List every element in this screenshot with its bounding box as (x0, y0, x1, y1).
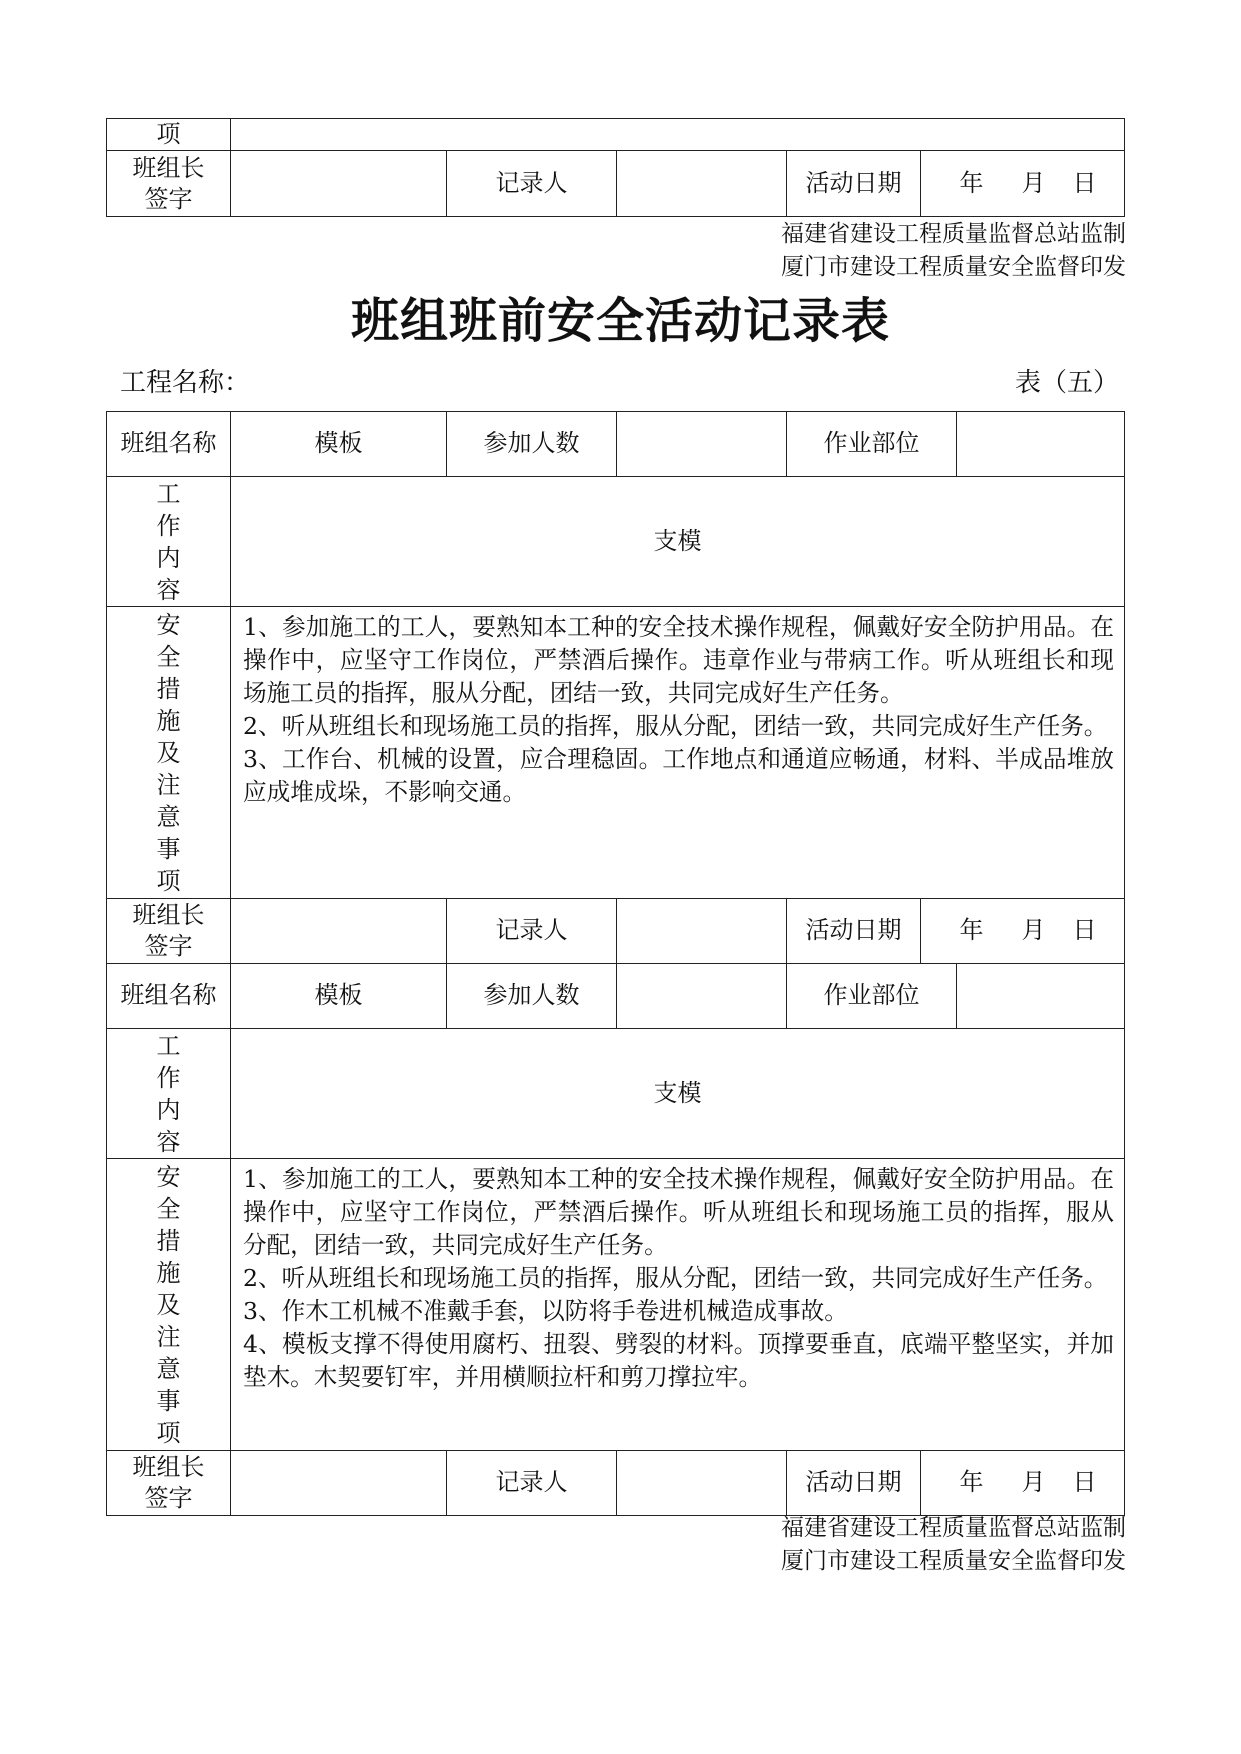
activity-date-field[interactable]: 年 月 日 (921, 1451, 1125, 1516)
safety-notes-block[interactable] (231, 1159, 1125, 1451)
project-name-label: 工程名称： (120, 368, 251, 398)
leader-sign-field[interactable] (231, 1451, 447, 1516)
participants-field[interactable] (617, 412, 787, 477)
footer-issuer-line: 厦门市建设工程质量安全监督印发 (781, 254, 1126, 280)
team-name-label: 班组名称 (107, 412, 231, 477)
work-location-field[interactable] (957, 964, 1125, 1029)
footer-issuer-line: 厦门市建设工程质量安全监督印发 (781, 1548, 1126, 1574)
safety-note: 2、听从班组长和现场施工员的指挥，服从分配，团结一致，共同完成好生产任务。 (243, 1264, 1108, 1292)
team-name-value[interactable]: 模板 (231, 964, 447, 1029)
participants-field[interactable] (617, 964, 787, 1029)
prev-record-table (106, 118, 1125, 217)
safety-note: 3、工作台、机械的设置，应合理稳固。工作地点和通道应畅通，材料、半成品堆放应成堆成垛，不影响交通。 (243, 745, 1114, 806)
footer-bottom (781, 1512, 1126, 1578)
activity-date-field[interactable]: 年 月 日 (921, 899, 1125, 964)
footer-top (781, 218, 1126, 284)
recorder-field[interactable] (617, 151, 787, 217)
activity-record-table (106, 411, 1125, 1516)
safety-measures-label: 安 全 措 施 及 注 意 事 项 (107, 1159, 231, 1451)
safety-note: 2、听从班组长和现场施工员的指挥，服从分配，团结一致，共同完成好生产任务。 (243, 712, 1108, 740)
safety-note: 3、作木工机械不准戴手套，以防将手卷进机械造成事故。 (243, 1297, 848, 1325)
recorder-field[interactable] (617, 899, 787, 964)
leader-sign-label: 班组长 签字 (107, 899, 231, 964)
work-location-label: 作业部位 (787, 412, 957, 477)
activity-date-field[interactable]: 年 月 日 (921, 151, 1125, 217)
page-title: 班组班前安全活动记录表 (350, 293, 890, 349)
safety-note: 1、参加施工的工人，要熟知本工种的安全技术操作规程，佩戴好安全防护用品。在操作中，应坚守工作岗位，严禁酒后操作。违章作业与带病工作。听从班组长和现场施工员的指挥，服从分配，团结一致，共同完成好生产任务。 (243, 613, 1114, 707)
safety-note: 1、参加施工的工人，要熟知本工种的安全技术操作规程，佩戴好安全防护用品。在操作中，应坚守工作岗位，严禁酒后操作。听从班组长和现场施工员的指挥，服从分配，团结一致，共同完成好生产任务。 (243, 1165, 1114, 1259)
work-location-label: 作业部位 (787, 964, 957, 1029)
safety-note: 4、模板支撑不得使用腐朽、扭裂、劈裂的材料。顶撑要垂直，底端平整坚实，并加垫木。木契要钉牢，并用横顺拉杆和剪刀撑拉牢。 (243, 1330, 1114, 1391)
leader-sign-label: 班组长 签字 (107, 151, 231, 217)
team-name-value[interactable]: 模板 (231, 412, 447, 477)
work-content-value[interactable]: 支模 (231, 477, 1125, 607)
work-content-value[interactable]: 支模 (231, 1029, 1125, 1159)
footer-supervisor-line: 福建省建设工程质量监督总站监制 (781, 221, 1126, 247)
activity-date-label: 活动日期 (787, 1451, 921, 1516)
leader-sign-label: 班组长 签字 (107, 1451, 231, 1516)
work-location-field[interactable] (957, 412, 1125, 477)
notes-cell-tail (231, 119, 1125, 151)
team-name-label: 班组名称 (107, 964, 231, 1029)
recorder-label: 记录人 (447, 1451, 617, 1516)
participants-label: 参加人数 (447, 412, 617, 477)
work-content-label: 工 作 内 容 (107, 477, 231, 607)
form-number: 表（五） (1014, 368, 1119, 398)
leader-sign-field[interactable] (231, 899, 447, 964)
recorder-label: 记录人 (447, 899, 617, 964)
item-label-tail: 项 (107, 119, 231, 151)
recorder-label: 记录人 (447, 151, 617, 217)
work-content-label: 工 作 内 容 (107, 1029, 231, 1159)
activity-date-label: 活动日期 (787, 899, 921, 964)
safety-notes-block[interactable] (231, 607, 1125, 899)
leader-sign-field[interactable] (231, 151, 447, 217)
safety-measures-label: 安 全 措 施 及 注 意 事 项 (107, 607, 231, 899)
recorder-field[interactable] (617, 1451, 787, 1516)
activity-date-label: 活动日期 (787, 151, 921, 217)
footer-supervisor-line: 福建省建设工程质量监督总站监制 (781, 1515, 1126, 1541)
participants-label: 参加人数 (447, 964, 617, 1029)
